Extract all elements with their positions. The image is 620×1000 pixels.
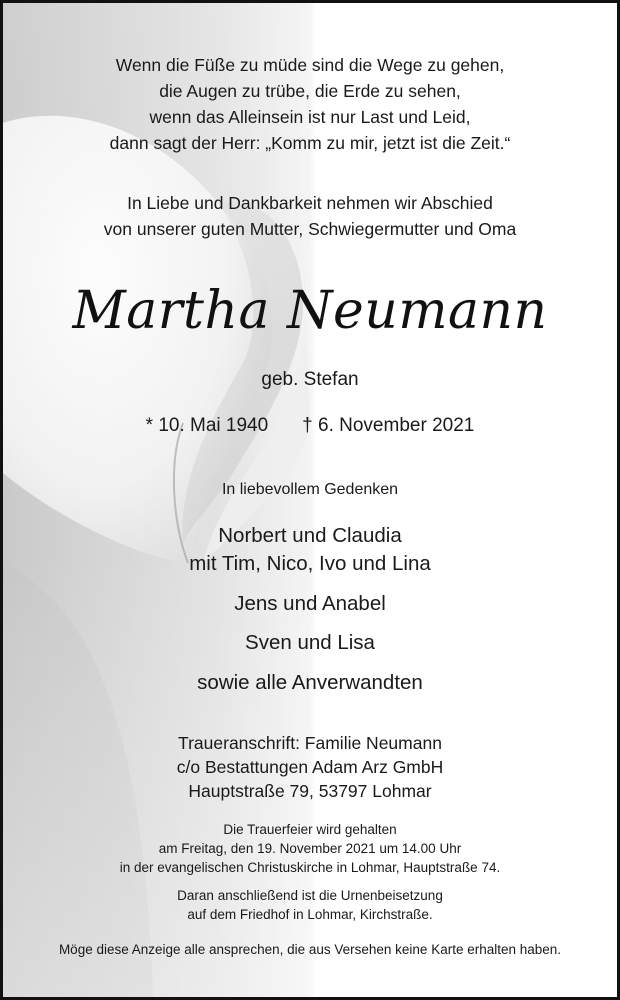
poem-line: dann sagt der Herr: „Komm zu mir, jetzt ist die Zeit.“ xyxy=(109,133,511,153)
funeral-line: Die Trauerfeier wird gehalten xyxy=(223,822,397,837)
death-date: † 6. November 2021 xyxy=(302,415,475,436)
mourner-line: Sven und Lisa xyxy=(245,631,375,654)
farewell-line: In Liebe und Dankbarkeit nehmen wir Abschied xyxy=(127,193,493,213)
footer-note: Möge diese Anzeige alle ansprechen, die aus Versehen keine Karte erhalten haben. xyxy=(58,942,562,957)
notice-content xyxy=(3,3,617,997)
address-line: c/o Bestattungen Adam Arz GmbH xyxy=(176,757,444,777)
address-line: Traueranschrift: Familie Neumann xyxy=(178,733,442,753)
poem-line: die Augen zu trübe, die Erde zu sehen, xyxy=(159,81,461,101)
farewell-line: von unserer guten Mutter, Schwiegermutter und Oma xyxy=(103,219,517,239)
address-line: Hauptstraße 79, 53797 Lohmar xyxy=(188,781,432,801)
funeral-line: in der evangelischen Christuskirche in Lohmar, Hauptstraße 74. xyxy=(119,860,501,875)
birth-date: * 10. Mai 1940 xyxy=(145,415,269,436)
mourner-line: Jens und Anabel xyxy=(234,592,386,615)
remembrance-heading: In liebevollem Gedenken xyxy=(221,481,399,498)
life-dates xyxy=(3,415,617,437)
burial-line: auf dem Friedhof in Lohmar, Kirchstraße. xyxy=(187,907,433,922)
mourner-line: Norbert und Claudia xyxy=(218,524,402,547)
poem-line: wenn das Alleinsein ist nur Last und Leid, xyxy=(149,107,471,127)
mourner-line: mit Tim, Nico, Ivo und Lina xyxy=(189,552,431,575)
mourner-line: sowie alle Anverwandten xyxy=(197,671,423,694)
birth-name: geb. Stefan xyxy=(261,369,359,390)
poem-line: Wenn die Füße zu müde sind die Wege zu gehen, xyxy=(115,55,505,75)
burial-line: Daran anschließend ist die Urnenbeisetzung xyxy=(177,888,443,903)
funeral-line: am Freitag, den 19. November 2021 um 14.00 Uhr xyxy=(158,841,462,856)
deceased-name: Martha Neumann xyxy=(72,281,548,341)
